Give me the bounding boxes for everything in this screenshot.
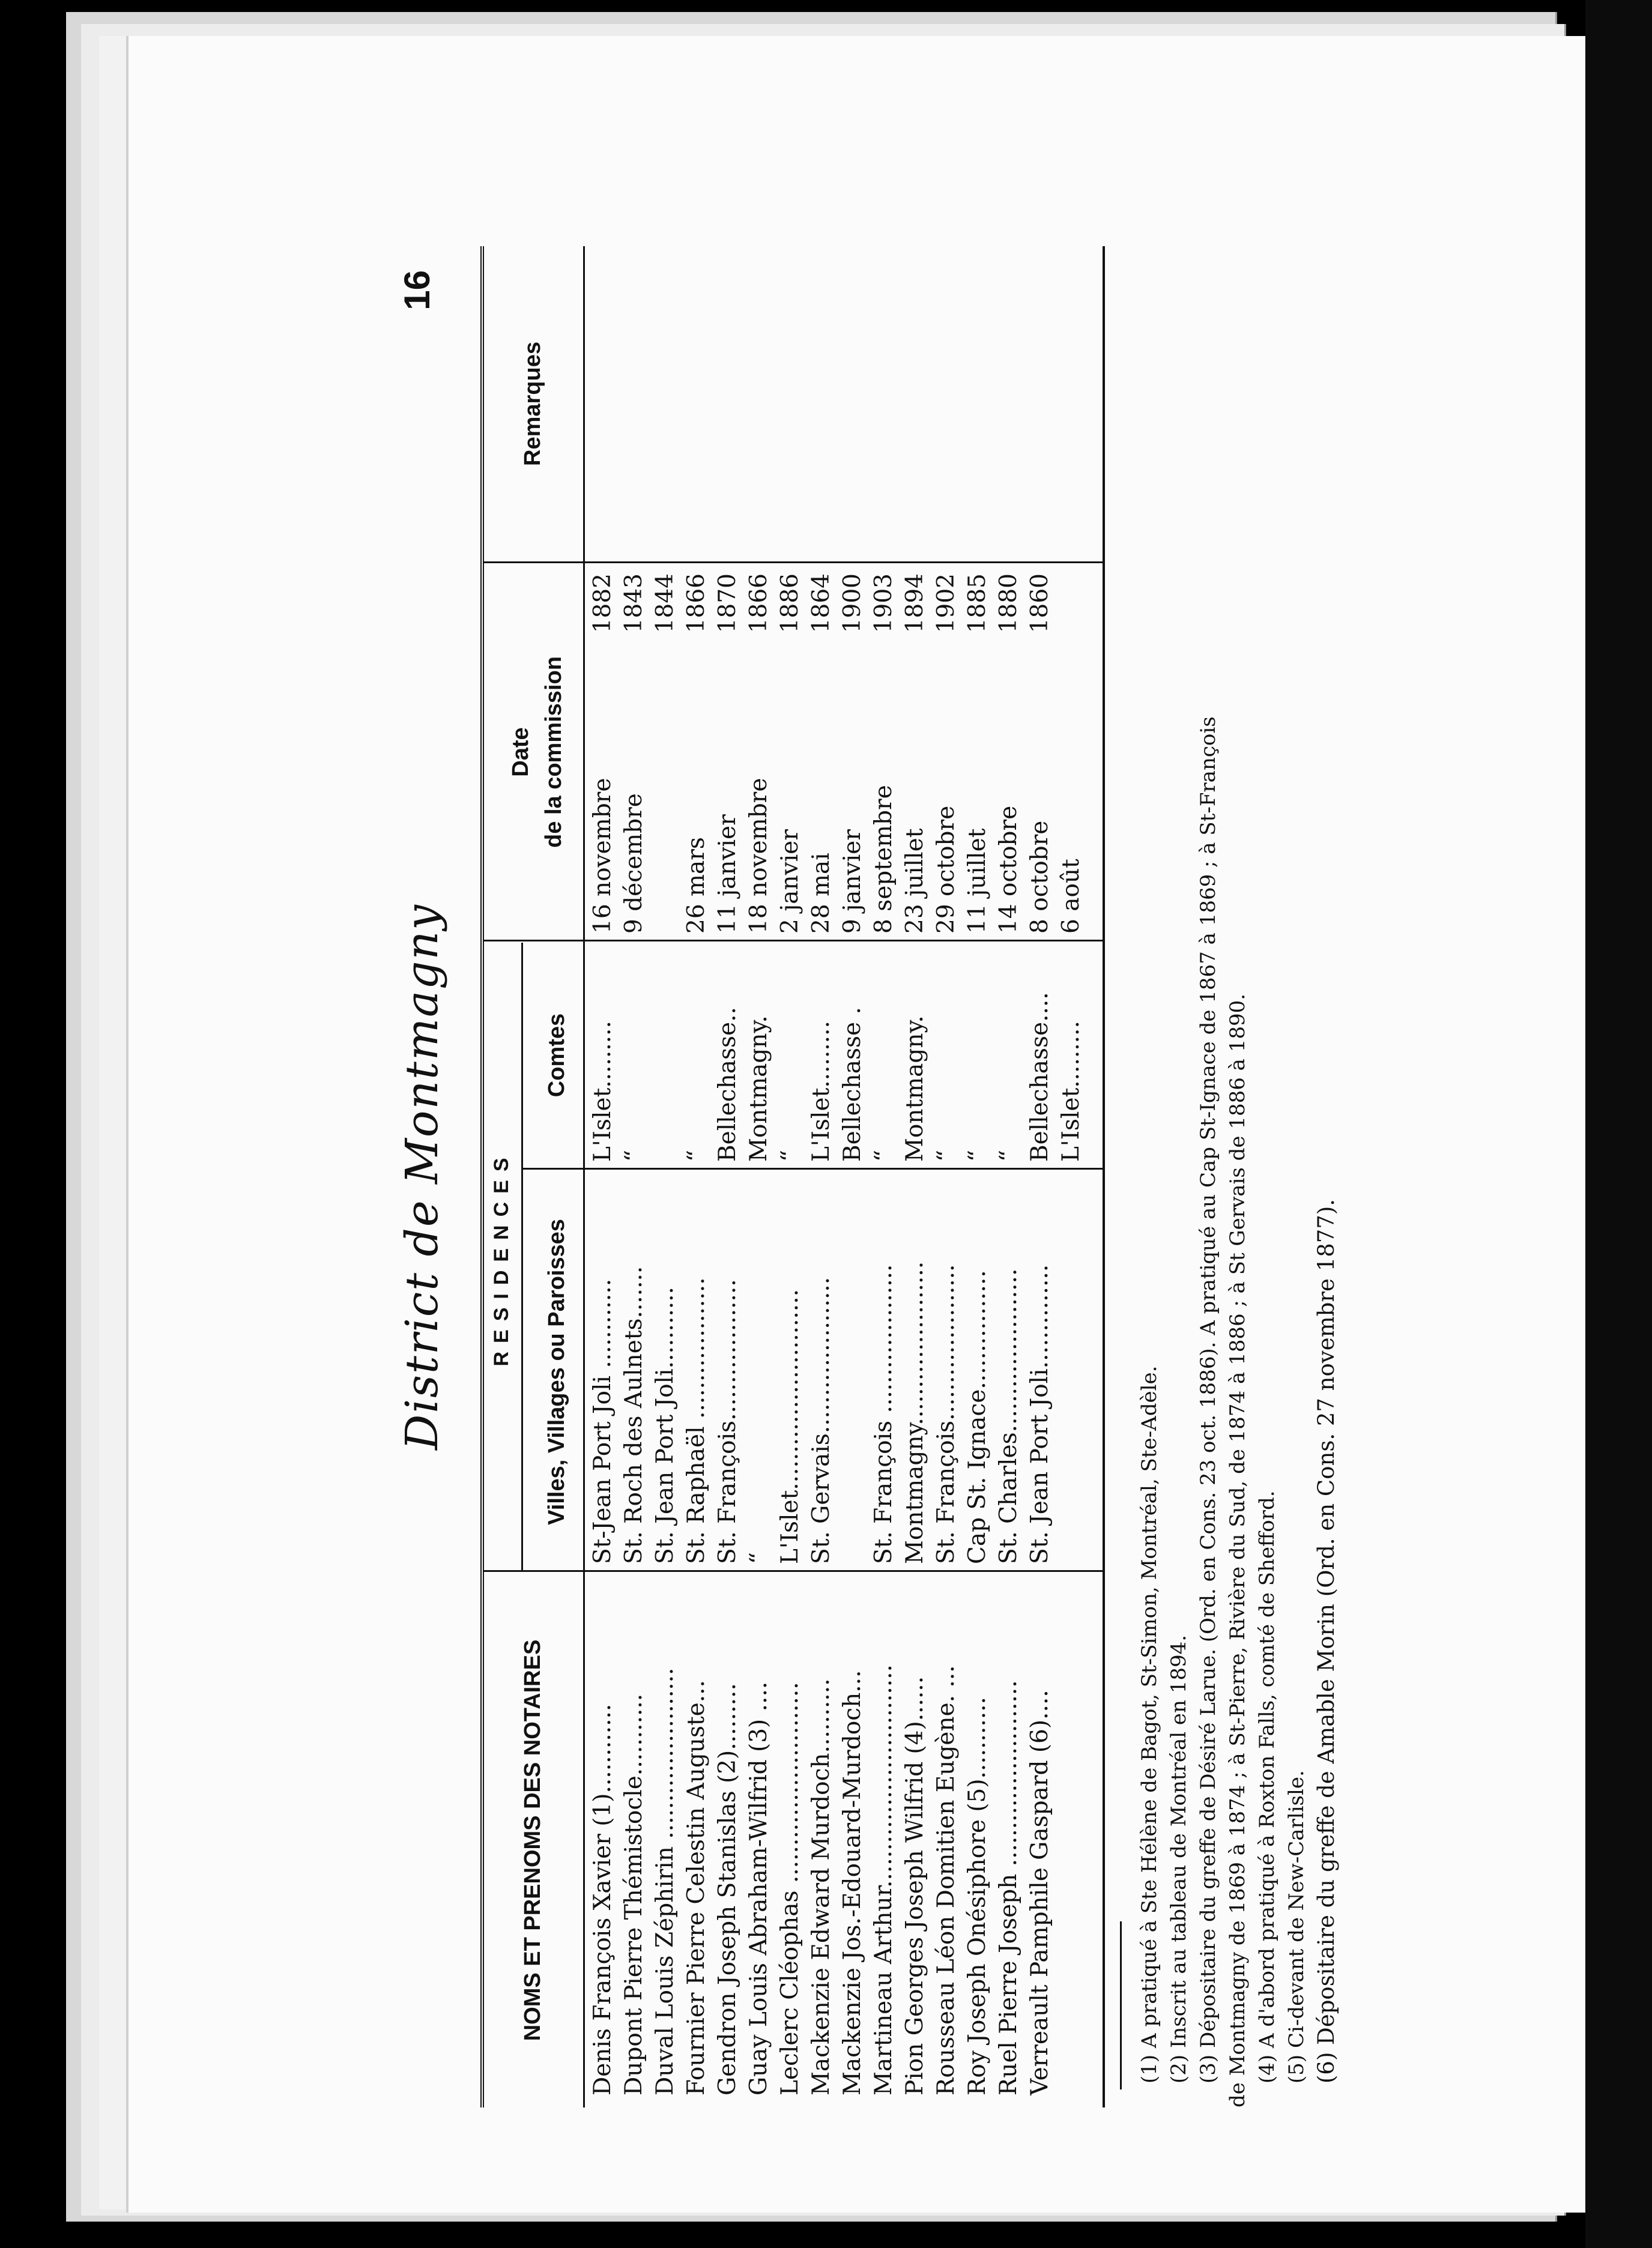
residence-ville: St. François..................... [933,1264,960,1564]
residence-comte: Montmagny. [901,1015,928,1162]
residence-ville: “ [745,1552,772,1564]
commission-year: 1864 [808,573,835,633]
commission-date: 9 décembre [620,793,647,934]
header-comtes: Comtes [544,1013,569,1098]
commission-year: 1866 [745,573,772,633]
residence-comte: L'Islet......... [808,1021,835,1162]
notary-name: Dupont Pierre Thémistocle........... [620,1693,647,2095]
commission-year: 1902 [933,573,960,633]
commission-date: 11 juillet [964,828,991,934]
footnote: (6) Dépositaire du greffe de Amable Morin (Ord. en Cons. 27 novembre 1877). [1313,1198,1339,2083]
table-row [808,246,838,2108]
notary-name: Roy Joseph Onésiphore (5)........... [964,1697,991,2095]
notary-name: Verreault Pamphile Gaspard (6).... [1026,1690,1053,2095]
commission-date: 6 août [1057,859,1085,934]
footnote: (1) A pratiqué à Ste Hélène de Bagot, St-Simon, Montréal, Ste-Adèle. [1137,1365,1161,2083]
commission-date: 16 novembre [589,778,616,934]
residence-ville: St. Jean Port Joli........... [652,1287,679,1564]
residence-comte: Montmagny. [745,1015,772,1162]
commission-date: 2 janvier [776,829,803,934]
commission-date: 18 novembre [745,778,772,934]
district-title: District de Montmagny [396,904,448,1450]
notary-name: Rousseau Léon Domitien Eugène. ... [933,1665,960,2095]
residence-ville: L'Islet........................... [776,1289,803,1564]
table-row [1057,246,1088,2108]
scan-border [1585,0,1652,2248]
table-row [839,246,869,2108]
residence-comte: “ [933,1150,960,1162]
commission-date: 23 juillet [901,828,928,934]
footnote: (4) A d'abord pratiqué à Roxton Falls, comté de Shefford. [1255,1490,1279,2083]
footnote-rule [1120,1921,1122,2089]
commission-year: 1880 [995,573,1022,633]
commission-year: 1900 [839,573,866,633]
commission-date: 8 octobre [1026,820,1053,934]
table-row [995,246,1025,2108]
residence-ville: St. François .................... [870,1264,897,1564]
residence-comte: “ [683,1150,710,1162]
notary-name: Denis François Xavier (1)............ [589,1703,616,2095]
header-date: Date [508,727,533,777]
residence-comte: “ [870,1150,897,1162]
residence-ville: St. Raphaël ................... [683,1277,710,1564]
table-row [776,246,806,2108]
rotated-page-content [372,246,1387,2108]
table-row [1026,246,1056,2108]
notary-name: Leclerc Cléophas ........................... [776,1682,803,2095]
residence-comte: Bellechasse.. [714,1007,741,1162]
residence-ville: St. Jean Port Joli.............. [1026,1264,1053,1564]
table-row [589,246,619,2108]
footnotes [1135,282,1341,2108]
footnote: de Montmagny de 1869 à 1874 ; à St-Pierre, Rivière du Sud, de 1874 à 1886 ; à St Gervais de 1886 à 1890. [1226,993,1250,2108]
notary-name: Mackenzie Edward Murdoch.......... [808,1678,835,2095]
header-remarques: Remarques [520,342,545,466]
commission-year: 1870 [714,573,741,633]
residence-ville: St. François................... [714,1279,741,1564]
residence-ville: St. Gervais..................... [808,1277,835,1564]
page-header [396,246,474,2108]
table-row [683,246,713,2108]
residence-comte: L'Islet......... [589,1021,616,1162]
residence-ville: St. Charles...................... [995,1268,1022,1564]
table-row [964,246,994,2108]
commission-year: 1885 [964,573,991,633]
notary-name: Fournier Pierre Celestin Auguste... [683,1680,710,2095]
notary-name: Duval Louis Zéphirin ....................... [652,1667,679,2095]
commission-date: 29 octobre [933,805,960,934]
header-villes: Villes, Villages ou Paroisses [544,1219,569,1525]
header-names: NOMS ET PRENOMS DES NOTAIRES [520,1639,545,2041]
residence-comte: “ [776,1150,803,1162]
notaries-table [480,246,1105,2108]
residence-comte: “ [995,1150,1022,1162]
page-number: 16 [397,270,437,310]
commission-date: 26 mars [683,837,710,934]
notary-name: Ruel Pierre Joseph ......................... [995,1680,1022,2095]
table-row [870,246,900,2108]
notary-name: Pion Georges Joseph Wilfrid (4)...... [901,1676,928,2095]
commission-date: 14 octobre [995,805,1022,934]
commission-year: 1843 [620,573,647,633]
table-row [745,246,775,2108]
residence-comte: Bellechasse . [839,1007,866,1162]
commission-date: 9 janvier [839,829,866,934]
residence-comte: “ [620,1150,647,1162]
notary-name: Gendron Joseph Stanislas (2)......... [714,1683,741,2095]
residence-comte: L'Islet......... [1057,1021,1085,1162]
residences-underline [521,943,523,1570]
table-header [484,246,585,2108]
commission-year: 1844 [652,573,679,633]
notary-name: Martineau Arthur.............................. [870,1664,897,2095]
commission-year: 1866 [683,573,710,633]
table-row [714,246,744,2108]
table-row [620,246,650,2108]
residence-comte: Bellechasse.... [1026,992,1053,1162]
residence-ville: Cap St. Ignace................ [964,1270,991,1564]
notary-name: Guay Louis Abraham-Wilfrid (3) .... [745,1681,772,2095]
footnote: (5) Ci-devant de New-Carlisle. [1284,1770,1309,2083]
residence-ville: St. Roch des Aulnets....... [620,1266,647,1564]
commission-date: 11 janvier [714,814,741,934]
table-row [652,246,682,2108]
residence-ville: Montmagny...................... [901,1261,928,1564]
commission-date: 8 septembre [870,785,897,934]
footnote: (2) Inscrit au tableau de Montréal en 1894. [1167,1634,1191,2083]
residence-ville: St-Jean Port Joli ............ [589,1278,616,1564]
footnote: (3) Dépositaire du greffe de Désiré Larue. (Ord. en Cons. 23 oct. 1886). A pratiqué au Cap St-Ignace de 1867 à 1869 ; à St-François [1196,716,1220,2083]
commission-year: 1886 [776,573,803,633]
commission-year: 1882 [589,573,616,633]
header-date-sub: de la commission [541,656,566,848]
header-residences: RESIDENCES [490,1149,513,1367]
table-row [933,246,963,2108]
commission-date: 28 mai [808,853,835,934]
commission-year: 1860 [1026,573,1053,633]
commission-year: 1903 [870,573,897,633]
commission-year: 1894 [901,573,928,633]
notary-name: Mackenzie Jos.-Edouard-Murdoch... [839,1670,866,2095]
residence-comte: “ [964,1150,991,1162]
table-row [901,246,931,2108]
